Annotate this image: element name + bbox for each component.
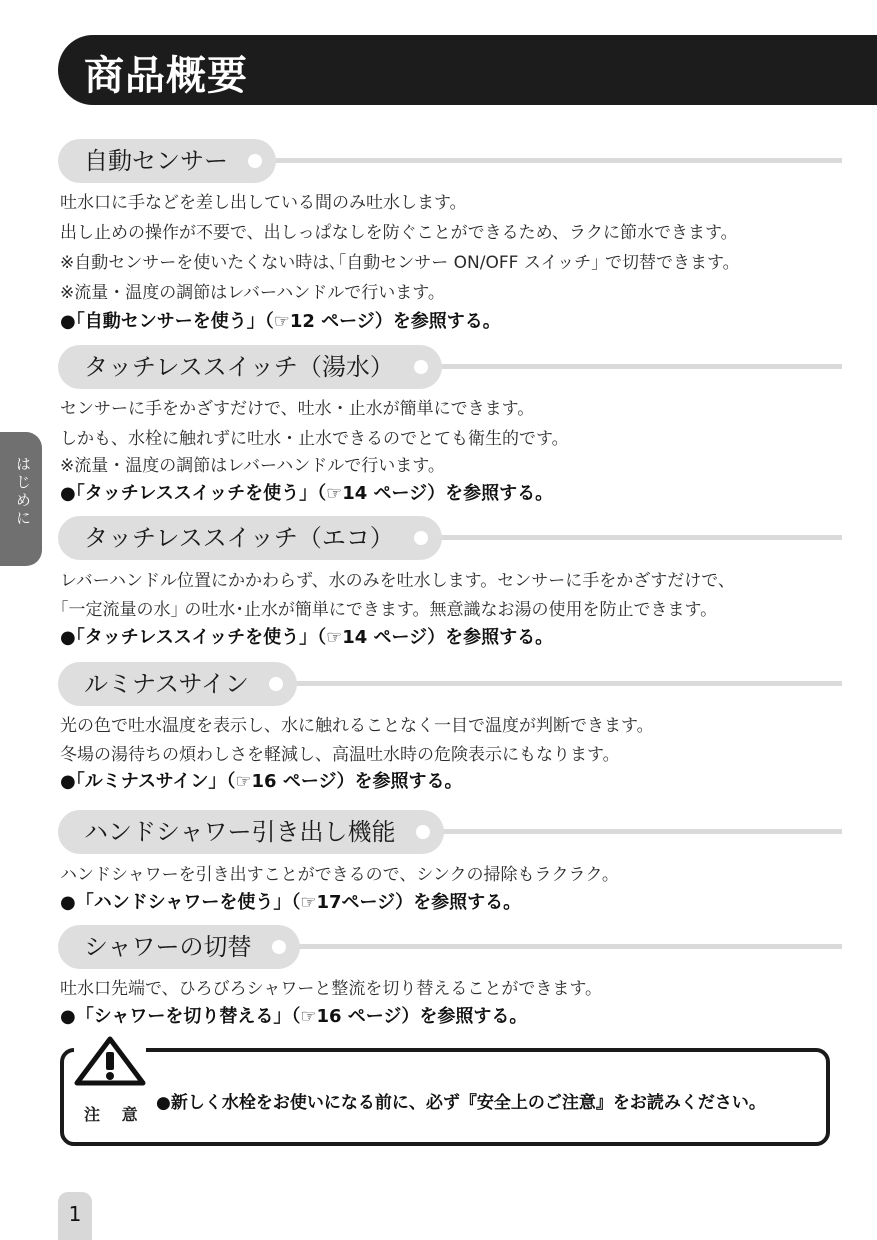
body-text: ※流量・温度の調節はレバーハンドルで行います。 [60, 283, 445, 303]
section-header-auto-sensor [58, 139, 842, 183]
page-reference-link[interactable]: ●｢タッチレススイッチを使う｣（☞14 ページ）を参照する。 [60, 627, 554, 648]
bullet-dot-icon [414, 531, 428, 545]
bullet-dot-icon [248, 154, 262, 168]
page-number: 1 [58, 1192, 92, 1240]
section-heading: タッチレススイッチ（湯水） [84, 353, 394, 381]
caution-text: ●新しく水栓をお使いになる前に、必ず『安全上のご注意』をお読みください。 [156, 1093, 766, 1113]
body-text: ｢一定流量の水｣ の吐水･止水が簡単にできます。無意識なお湯の使用を防止できます。 [60, 600, 718, 620]
section-heading-pill [58, 139, 276, 183]
section-heading-pill [58, 810, 444, 854]
section-heading-pill [58, 662, 297, 706]
section-header-touchless-hot-cold [58, 345, 842, 389]
body-text: レバーハンドル位置にかかわらず、水のみを吐水します。センサーに手をかざすだけで、 [60, 571, 735, 591]
bullet-dot-icon [272, 940, 286, 954]
section-heading: ルミナスサイン [84, 670, 249, 698]
section-heading: シャワーの切替 [84, 933, 252, 961]
section-divider [238, 944, 842, 949]
body-text: 光の色で吐水温度を表示し、水に触れることなく一目で温度が判断できます。 [60, 716, 654, 736]
section-header-touchless-eco [58, 516, 842, 560]
side-tab-label: はじめに [14, 456, 32, 528]
section-header-shower-switch [58, 925, 842, 969]
body-text: 出し止めの操作が不要で、出しっぱなしを防ぐことができるため、ラクに節水できます。 [60, 223, 738, 243]
side-tab[interactable] [0, 432, 42, 566]
body-text: しかも、水栓に触れずに吐水・止水できるのでとても衛生的です。 [60, 429, 569, 449]
section-header-hand-shower [58, 810, 842, 854]
bullet-dot-icon [414, 360, 428, 374]
section-heading-pill [58, 345, 442, 389]
body-text: 吐水口に手などを差し出している間のみ吐水します。 [60, 193, 467, 213]
caution-box [60, 1048, 830, 1146]
section-heading: ハンドシャワー引き出し機能 [84, 818, 396, 846]
body-text: 吐水口先端で、ひろびろシャワーと整流を切り替えることができます。 [60, 979, 602, 999]
body-text: ハンドシャワーを引き出すことができるので、シンクの掃除もラクラク。 [60, 865, 619, 885]
body-text: センサーに手をかざすだけで、吐水・止水が簡単にできます。 [60, 399, 535, 419]
body-text: 冬場の湯待ちの煩わしさを軽減し、高温吐水時の危険表示にもなります。 [60, 745, 620, 765]
page-title: 商品概要 [84, 53, 248, 99]
page-reference-link[interactable]: ●｢自動センサーを使う｣（☞12 ページ）を参照する。 [60, 311, 501, 332]
section-header-luminous-sign [58, 662, 842, 706]
bullet-dot-icon [269, 677, 283, 691]
page-title-bar [58, 35, 877, 105]
warning-triangle-icon [74, 1036, 146, 1102]
section-heading: タッチレススイッチ（エコ） [84, 524, 394, 552]
page-reference-link[interactable]: ●｢ルミナスサイン｣（☞16 ページ）を参照する。 [60, 771, 463, 792]
bullet-dot-icon [416, 825, 430, 839]
section-heading-pill [58, 516, 442, 560]
body-text: ※流量・温度の調節はレバーハンドルで行います。 [60, 456, 445, 476]
page-reference-link[interactable]: ●「シャワーを切り替える」（☞16 ページ）を参照する。 [60, 1006, 528, 1027]
section-heading: 自動センサー [84, 147, 228, 175]
section-divider [238, 158, 842, 163]
section-divider [238, 681, 842, 686]
caution-label: 注 意 [84, 1105, 146, 1124]
page-reference-link[interactable]: ●｢タッチレススイッチを使う｣（☞14 ページ）を参照する。 [60, 483, 554, 504]
section-heading-pill [58, 925, 300, 969]
page-reference-link[interactable]: ●「ハンドシャワーを使う」（☞17ページ）を参照する。 [60, 892, 522, 913]
body-text: ※自動センサーを使いたくない時は､｢自動センサー ON/OFF スイッチ｣ で切替できます。 [60, 253, 740, 273]
